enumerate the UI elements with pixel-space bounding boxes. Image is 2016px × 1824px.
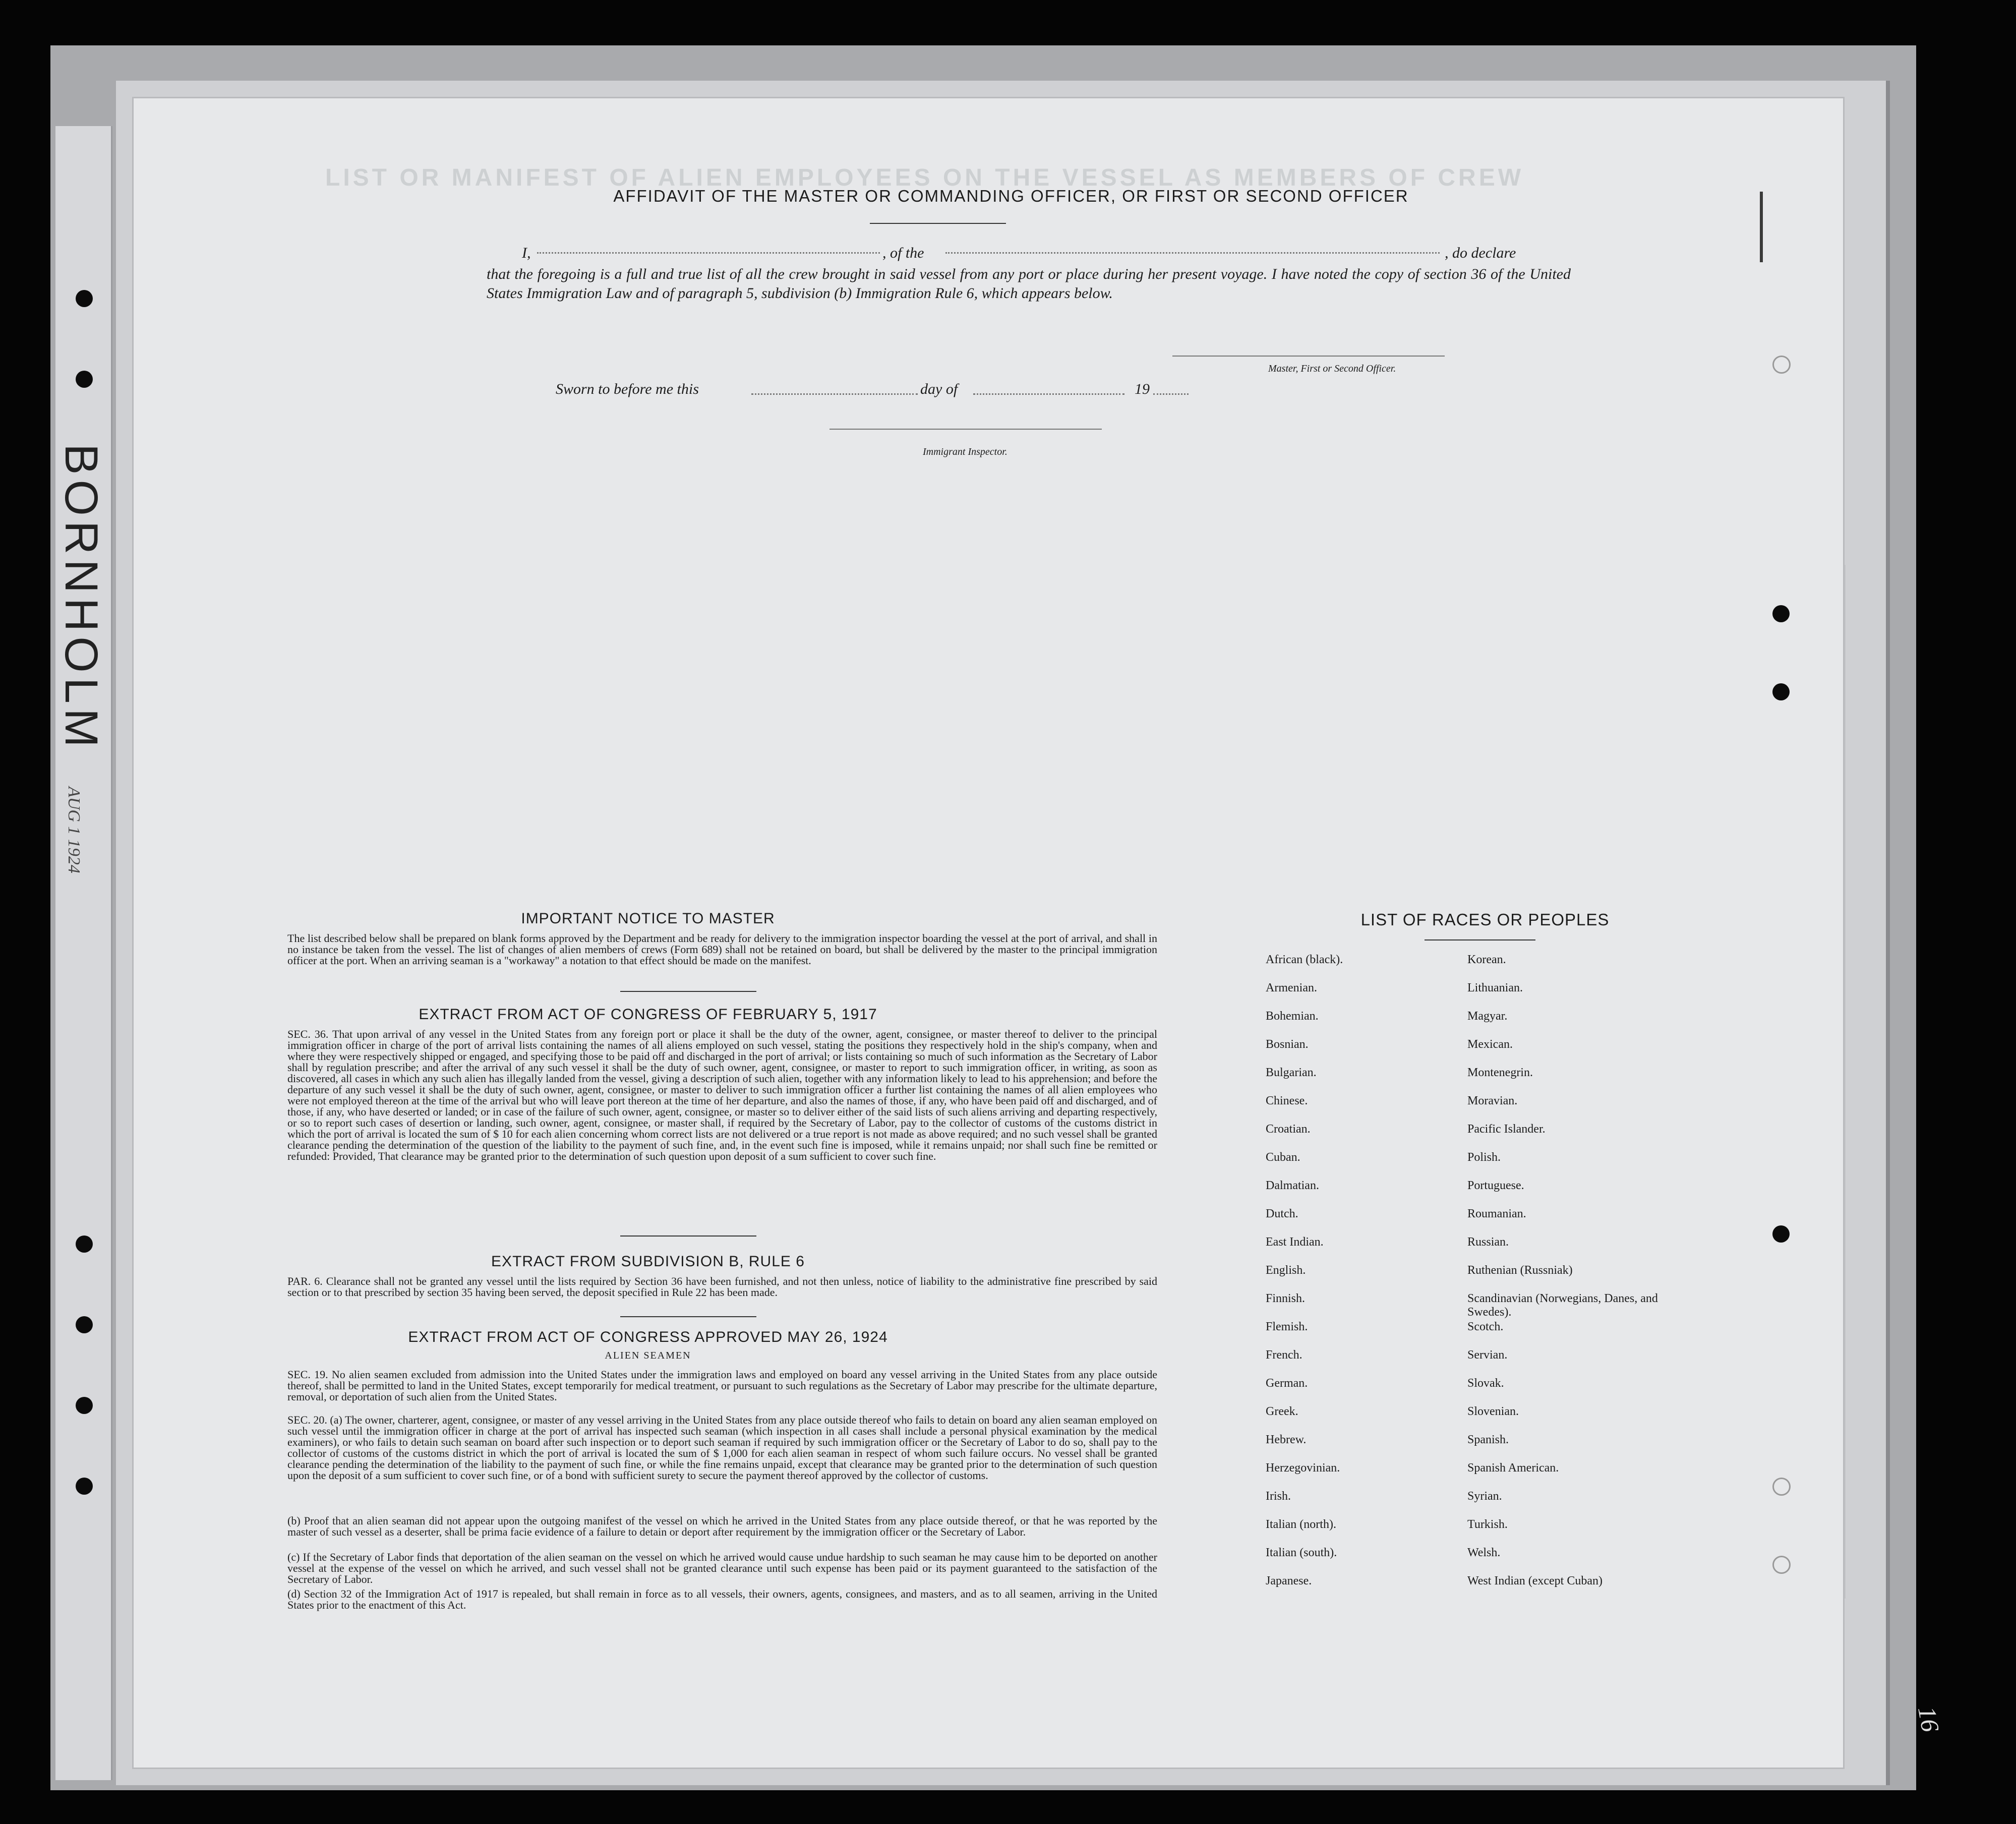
affidavit-i: I, [522,245,531,261]
divider [1425,939,1535,940]
divider [620,991,756,992]
race-item: Russian. [1467,1235,1509,1249]
extract-1924-heading: EXTRACT FROM ACT OF CONGRESS APPROVED MAY 26, 1924 [408,1329,888,1345]
race-item: Roumanian. [1467,1207,1526,1220]
binder-hole [76,1478,93,1495]
signature-line [1172,356,1445,357]
race-item: Ruthenian (Russniak) [1467,1264,1573,1277]
extract-1924-sec20c: (c) If the Secretary of Labor finds that deportation of the alien seaman on the vessel on which he arrived would cause undue hardship to such seaman he may cause him to be deported on another vessel at the expense of the vessel on which he arrived, and such vessel shall not be granted clearance until such expense has been paid or its payment guaranteed to the satisfaction of the Secretary of Labor. [287,1551,1157,1585]
race-item: East Indian. [1266,1235,1324,1249]
race-item: West Indian (except Cuban) [1467,1574,1603,1587]
binder-hole [76,1235,93,1253]
race-item: Montenegrin. [1467,1066,1533,1079]
race-item: Magyar. [1467,1010,1508,1023]
race-item: Slovenian. [1467,1405,1519,1418]
extract-rule6-body: PAR. 6. Clearance shall not be granted any vessel until the lists required by Section 36 have been furnished, and not then unless, notice of liability to the administrative fine prescribed by said section or to that prescribed by section 35 having been served, the deposit specified in Rule 22 has been made. [287,1275,1157,1299]
race-item: Pacific Islander. [1467,1123,1546,1136]
year-blank [1153,393,1189,395]
race-item: Bulgarian. [1266,1066,1317,1079]
race-item: Greek. [1266,1405,1298,1418]
extract-1917-body: SEC. 36. That upon arrival of any vessel in the United States from any foreign port or place it shall be the duty of the owner, agent, consignee, or master thereof to deliver to the principal immigration officer in charge of the port of arrival lists containing the names of all aliens employed on such vessel, stating the positions they respectively hold in the ship's company, when and where they were respectively shipped or engaged, and specifying those to be paid off and discharged in the port of arrival; or lists containing so much of such information as the Secretary of Labor shall by regulation prescribe; and after the arrival of any such vessel it shall be the duty of such owner, agent, consignee, or master to report to such immigration officer, in writing, as soon as discovered, all cases in which any such alien has illegally landed from the vessel, giving a description of such alien, together with any information likely to lead to his apprehension; and before the departure of any such vessel it shall be the duty of such owner, agent, consignee, or master to deliver to such immigration officer a further list containing the names of all alien employees who were not employed thereon at the time of the arrival but who will leave port thereon at the time of her departure, and also the names of those, if any, who have been paid off and discharged, and of those, if any, who have deserted or landed; or in case of the failure of such owner, agent, consignee, or master so to deliver either of the said lists of such aliens arriving and departing respectively, or so to report such cases of desertion or landing, such owner, agent, consignee, or master shall, if required by the Secretary of Labor, pay to the collector of customs of the customs district in which the port of arrival is located the sum of $ 10 for each alien concerning whom correct lists are not delivered or a true report is not made as above required; and no such vessel shall be granted clearance pending the determination of the question of the liability to the payment of such fine, and, in the event such fine is imposed, while it remains unpaid; nor shall such fine be remitted or refunded: Provided, That clearance may be granted prior to the determination of such question upon deposit of a sum sufficient to cover such fine. [287,1028,1157,1162]
vessel-blank [945,252,1440,254]
binding-ship-name: BORNHOLM [55,444,107,752]
race-item: German. [1266,1377,1308,1390]
race-item: Dalmatian. [1266,1179,1319,1192]
sworn-year: 19 [1135,381,1150,397]
binder-hole [1772,605,1790,622]
binder-hole [76,290,93,307]
race-item: Spanish. [1467,1433,1509,1446]
signature-caption: Master, First or Second Officer. [1268,363,1396,374]
extract-1924-subheading: ALIEN SEAMEN [605,1350,691,1361]
binder-hole [76,1316,93,1333]
binder-hole [1772,1225,1790,1243]
race-item: Spanish American. [1467,1461,1559,1475]
race-item: Welsh. [1467,1546,1501,1559]
race-item: Armenian. [1266,981,1317,994]
extract-1924-sec20a: SEC. 20. (a) The owner, charterer, agent, consignee, or master of any vessel arriving in the United States from any place outside thereof who fails to detain on board any alien seaman employed on such vessel until the immigration officer in charge at the port of arrival has inspected such seaman (which inspection in all cases shall include a personal physical examination by the medical examiners), or who fails to detain such seaman on board after such inspection or to deport such seaman if required by such immigration officer or the Secretary of Labor to do so, shall pay to the collector of customs of the customs district in which the port of arrival is located the sum of $ 1,000 for each alien seaman in respect of whom such failure occurs. No vessel shall be granted clearance pending the determination of the liability to the payment of such fine, or while the fine remains unpaid, except that clearance may be granted prior to the determination of such question upon the deposit of a sum sufficient to cover such fine, or of a bond with sufficient surety to secure the payment thereof approved by the collector of customs. [287,1414,1157,1482]
race-item: Irish. [1266,1490,1291,1503]
notice-body: The list described below shall be prepared on blank forms approved by the Department and be ready for delivery to the immigration inspector boarding the vessel at the port of arrival, and shall in no instance be taken from the vessel. The list of changes of alien members of crews (Form 689) shall not be retained on board, but shall be delivered by the master to the principal immigration officer at the port. When an arriving seaman is a "workaway" a notation to that effect should be made on the manifest. [287,932,1157,967]
race-item: Dutch. [1266,1207,1298,1220]
month-blank [973,393,1124,395]
notice-heading: IMPORTANT NOTICE TO MASTER [521,910,775,927]
affidavit-sheet [134,98,1843,1768]
race-item: Bohemian. [1266,1010,1319,1023]
name-blank [537,252,880,254]
margin-page-number: 16 [1913,1704,1945,1734]
race-item: Italian (north). [1266,1518,1336,1531]
binder-hole [1772,356,1791,374]
divider [620,1235,756,1237]
race-item: Cuban. [1266,1151,1300,1164]
race-item: Italian (south). [1266,1546,1337,1559]
race-item: Moravian. [1467,1094,1518,1107]
day-blank [751,393,918,395]
race-item: Scotch. [1467,1320,1504,1333]
race-item: Herzegovinian. [1266,1461,1340,1475]
affidavit-of-the: , of the [882,245,924,261]
race-item: Finnish. [1266,1292,1306,1305]
race-item: Lithuanian. [1467,981,1523,994]
binder-hole [1772,1556,1791,1574]
race-item: Slovak. [1467,1377,1504,1390]
binding-date: AUG 1 1924 [65,787,83,873]
race-item: Portuguese. [1467,1179,1524,1192]
binder-hole [1772,683,1790,700]
race-item: Mexican. [1467,1038,1513,1051]
extract-1924-sec20b: (b) Proof that an alien seaman did not appear upon the outgoing manifest of the vessel on which he arrived in the United States from any place outside thereof, or that he was reported by the master of such vessel as a deserter, shall be prima facie evidence of a failure to detain or deport after requirement by the immigration officer or the Secretary of Labor. [287,1514,1157,1538]
paper-tear [1760,192,1763,262]
binder-hole [1772,1478,1791,1496]
race-item: Flemish. [1266,1320,1308,1333]
race-item: Korean. [1467,953,1506,966]
race-item: Chinese. [1266,1094,1308,1107]
inspector-line [829,429,1102,430]
inspector-caption: Immigrant Inspector. [923,446,1007,457]
race-item: Polish. [1467,1151,1501,1164]
binder-hole [76,371,93,388]
race-item: Servian. [1467,1348,1508,1362]
extract-1917-heading: EXTRACT FROM ACT OF CONGRESS OF FEBRUARY 5, 1917 [419,1006,877,1023]
race-item: Hebrew. [1266,1433,1307,1446]
race-item: Syrian. [1467,1490,1502,1503]
race-item: Bosnian. [1266,1038,1309,1051]
races-list-right [1467,953,1669,1603]
race-item: French. [1266,1348,1302,1362]
races-heading: LIST OF RACES OR PEOPLES [1360,910,1610,929]
sworn-prefix: Sworn to before me this [556,381,699,397]
race-item: English. [1266,1264,1306,1277]
divider [620,1316,756,1317]
race-item: Japanese. [1266,1574,1312,1587]
extract-rule6-heading: EXTRACT FROM SUBDIVISION B, RULE 6 [491,1253,805,1270]
race-item: Turkish. [1467,1518,1508,1531]
races-list-left [1266,953,1467,1603]
affidavit-heading: AFFIDAVIT OF THE MASTER OR COMMANDING OFFICER, OR FIRST OR SECOND OFFICER [613,187,1409,205]
race-item: Scandinavian (Norwegians, Danes, and Swedes). [1467,1292,1658,1319]
sworn-day-of: day of [920,381,958,397]
affidavit-declare: , do declare [1445,245,1516,261]
divider [870,223,1006,224]
extract-1924-sec19: SEC. 19. No alien seamen excluded from admission into the United States under the immigration laws and employed on board any vessel arriving in the United States from any place outside thereof, shall be permitted to land in the United States, except temporarily for medical treatment, or pursuant to such regulations as the Secretary of Labor may prescribe for the ultimate departure, removal, or deportation of such alien from the United States. [287,1368,1157,1403]
race-item: Croatian. [1266,1123,1311,1136]
race-item: African (black). [1266,953,1343,966]
binder-hole [76,1397,93,1414]
extract-1924-sec20d: (d) Section 32 of the Immigration Act of 1917 is repealed, but shall remain in force as to all vessels, their owners, agents, consignees, and masters, and as to all seamen, arriving in the United States prior to the enactment of this Act. [287,1587,1157,1611]
affidavit-body: that the foregoing is a full and true list of all the crew brought in said vessel from any port or place during her present voyage. I have noted the copy of section 36 of the United States Immigration Law and of paragraph 5, subdivision (b) Immigration Rule 6, which appears below. [487,266,1571,302]
bleedthrough-title: LIST OR MANIFEST OF ALIEN EMPLOYEES ON THE VESSEL AS MEMBERS OF CREW [325,164,1524,191]
